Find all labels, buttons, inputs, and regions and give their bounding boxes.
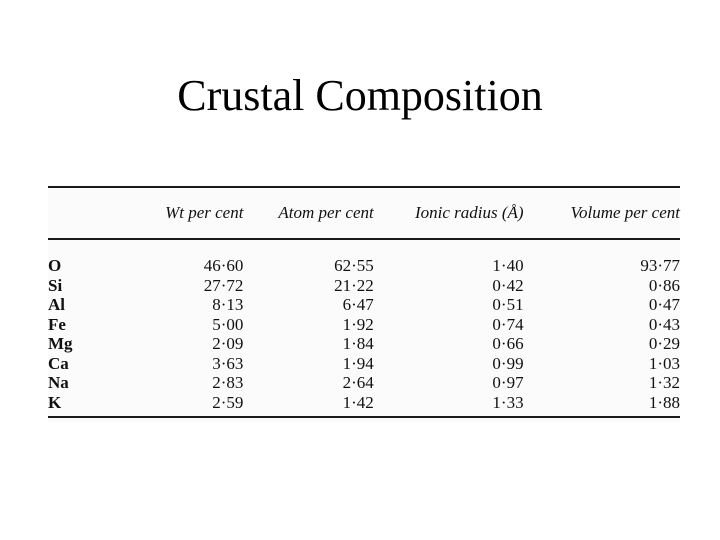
table-bottom-rule xyxy=(48,416,680,418)
cell-wt-per-cent: 46·60 xyxy=(203,256,244,275)
cell-element: Mg xyxy=(48,334,73,353)
cell-ionic-radius: 0·66 xyxy=(492,334,524,353)
table-row xyxy=(48,373,680,393)
table-row xyxy=(48,276,680,296)
composition-table xyxy=(48,186,680,412)
cell-volume-per-cent: 93·77 xyxy=(640,256,680,275)
composition-table-panel xyxy=(48,186,680,422)
table-row xyxy=(48,315,680,335)
cell-wt-per-cent: 27·72 xyxy=(203,275,244,295)
cell-atom-per-cent: 1·42 xyxy=(342,392,374,412)
cell-element: Fe xyxy=(48,314,66,334)
cell-volume-per-cent: 1·32 xyxy=(648,373,680,392)
cell-element: Al xyxy=(48,295,65,314)
cell-wt-per-cent: 2·09 xyxy=(212,334,244,353)
cell-ionic-radius: 0·99 xyxy=(492,353,524,373)
header-ionic-radius: Ionic radius (Å) xyxy=(414,203,524,222)
table-row xyxy=(48,393,680,413)
cell-ionic-radius: 0·97 xyxy=(492,373,524,392)
cell-atom-per-cent: 21·22 xyxy=(334,275,374,295)
cell-element: Si xyxy=(48,275,63,295)
cell-wt-per-cent: 8·13 xyxy=(212,295,244,314)
table-row xyxy=(48,240,680,276)
cell-volume-per-cent: 1·03 xyxy=(648,353,680,373)
cell-element: Na xyxy=(48,373,69,392)
cell-element: O xyxy=(48,256,62,275)
cell-atom-per-cent: 2·64 xyxy=(342,373,374,392)
cell-ionic-radius: 0·42 xyxy=(492,275,524,295)
header-element xyxy=(48,186,148,240)
cell-volume-per-cent: 0·86 xyxy=(648,275,680,295)
cell-volume-per-cent: 0·47 xyxy=(648,295,680,314)
table-row xyxy=(48,334,680,354)
header-volume-per-cent: Volume per cent xyxy=(570,203,680,222)
cell-wt-per-cent: 5·00 xyxy=(212,314,244,334)
table-row xyxy=(48,295,680,315)
cell-atom-per-cent: 1·92 xyxy=(342,314,374,334)
cell-wt-per-cent: 2·59 xyxy=(212,392,244,412)
cell-volume-per-cent: 1·88 xyxy=(648,392,680,412)
cell-ionic-radius: 0·51 xyxy=(492,295,524,314)
cell-atom-per-cent: 1·94 xyxy=(342,353,374,373)
cell-ionic-radius: 1·40 xyxy=(492,256,524,275)
header-atom-per-cent: Atom per cent xyxy=(278,203,374,222)
cell-atom-per-cent: 62·55 xyxy=(334,256,374,275)
cell-element: Ca xyxy=(48,353,69,373)
cell-atom-per-cent: 1·84 xyxy=(342,334,374,353)
cell-ionic-radius: 0·74 xyxy=(492,314,524,334)
cell-volume-per-cent: 0·29 xyxy=(648,334,680,353)
header-wt-per-cent: Wt per cent xyxy=(165,203,244,222)
cell-wt-per-cent: 2·83 xyxy=(212,373,244,392)
slide-title: Crustal Composition xyxy=(177,71,543,120)
table-header-row xyxy=(48,186,680,240)
cell-atom-per-cent: 6·47 xyxy=(342,295,374,314)
cell-ionic-radius: 1·33 xyxy=(492,392,524,412)
cell-element: K xyxy=(48,392,62,412)
table-row xyxy=(48,354,680,374)
cell-wt-per-cent: 3·63 xyxy=(212,353,244,373)
cell-volume-per-cent: 0·43 xyxy=(648,314,680,334)
